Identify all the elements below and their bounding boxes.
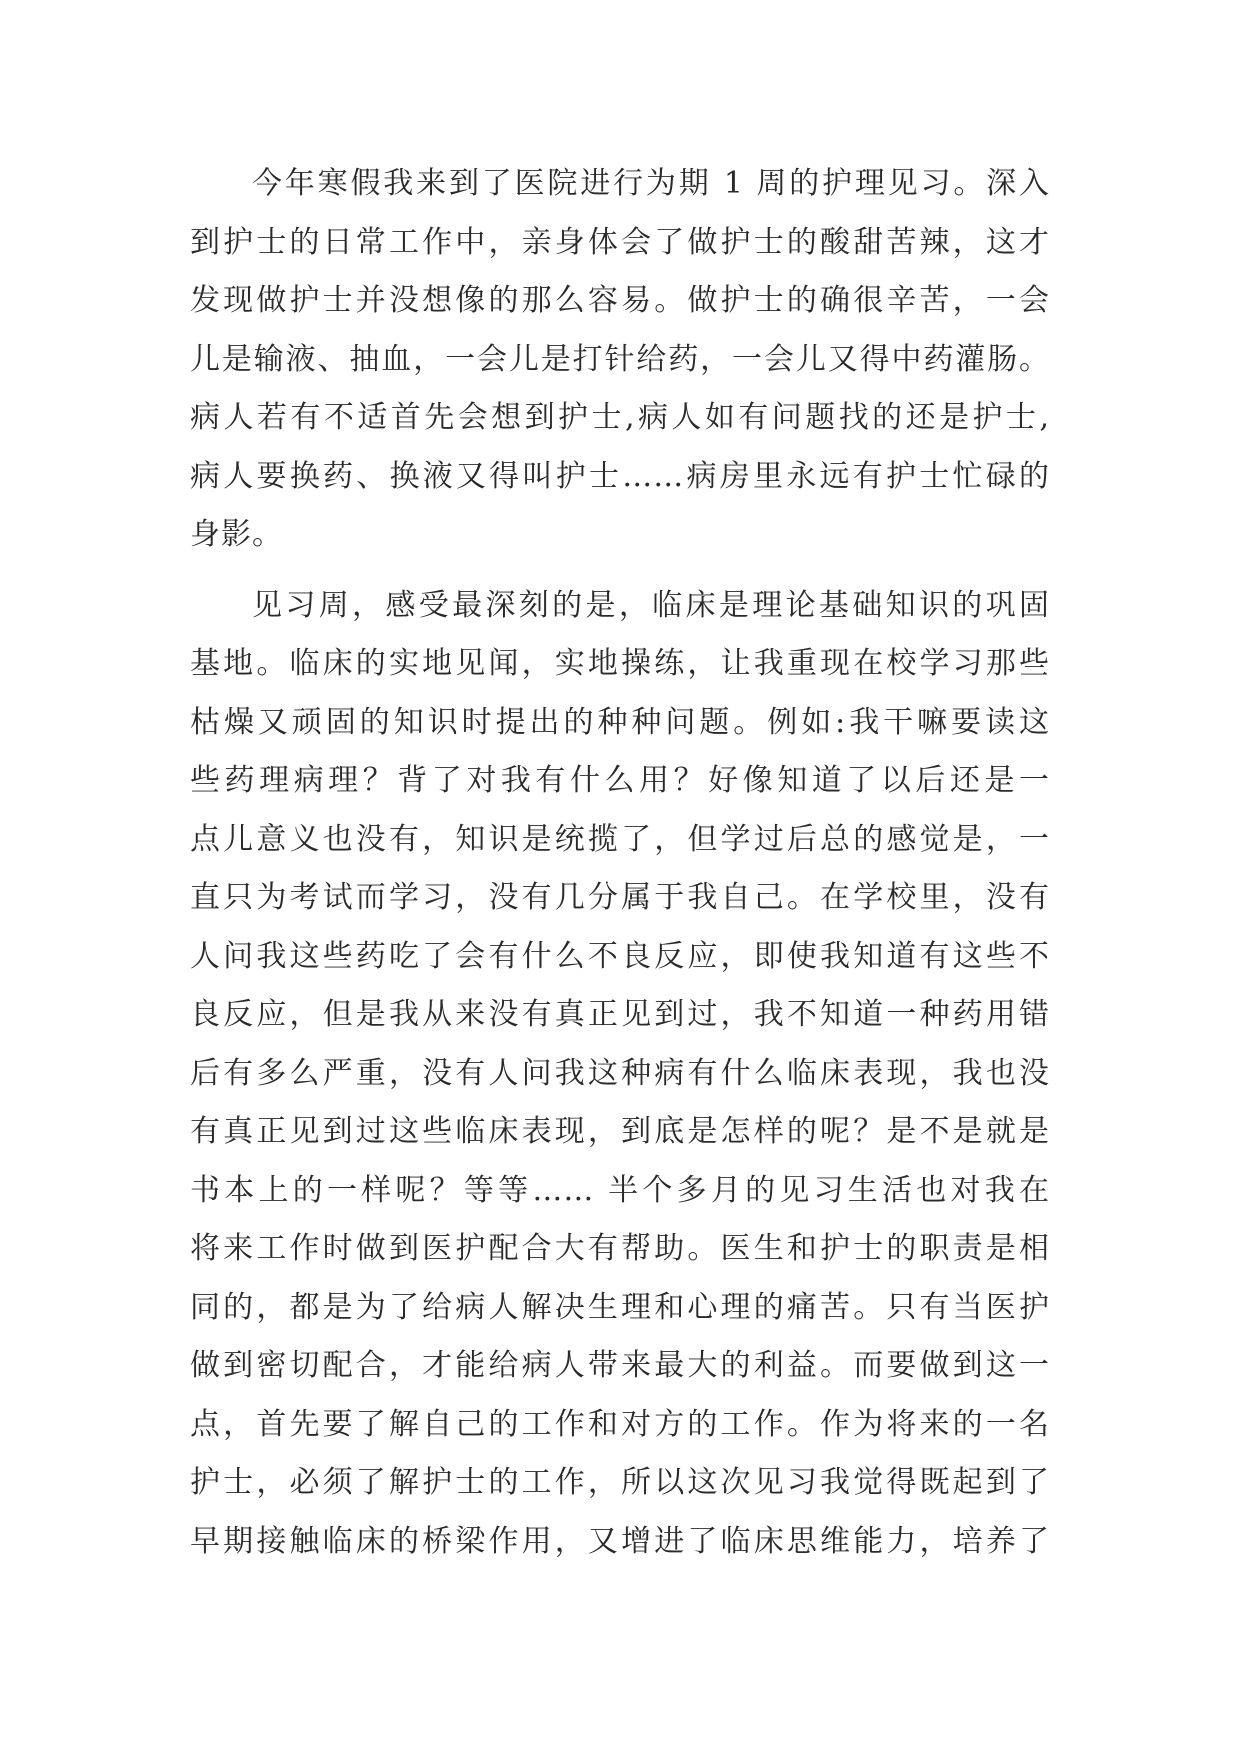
- text-line: 发现做护士并没想像的那么容易。做护士的确很辛苦，一会: [190, 283, 1050, 318]
- text-line: 人问我这些药吃了会有什么不良反应，即使我知道有这些不: [190, 938, 1050, 974]
- document-body: [190, 155, 1050, 1571]
- text-line: 同的，都是为了给病人解决生理和心理的痛苦。只有当医护: [190, 1289, 1050, 1325]
- text-line: 基地。临床的实地见闻，实地操练，让我重现在校学习那些: [190, 646, 1050, 681]
- text-line: 做到密切配合，才能给病人带来最大的利益。而要做到这一: [190, 1348, 1050, 1383]
- text-line: 护士，必须了解护士的工作，所以这次见习我觉得既起到了: [190, 1465, 1050, 1500]
- text-line: 些药理病理？背了对我有什么用？好像知道了以后还是一: [190, 763, 1050, 798]
- text-line: 枯燥又顽固的知识时提出的种种问题。例如:我干嘛要读这: [190, 704, 1050, 740]
- text-line: 良反应，但是我从来没有真正见到过，我不知道一种药用错: [190, 997, 1050, 1032]
- text-line: 病人要换药、换液又得叫护士……病房里永远有护士忙碌的: [190, 458, 1050, 494]
- text-line: 身影。: [190, 517, 283, 552]
- text-line: 点儿意义也没有，知识是统揽了，但学过后总的感觉是，一: [190, 821, 1050, 857]
- text-line: 有真正见到过这些临床表现，到底是怎样的呢？是不是就是: [190, 1114, 1050, 1149]
- paragraph-spacer: [190, 565, 1050, 577]
- text-line: 今年寒假我来到了医院进行为期 1 周的护理见习。深入: [252, 166, 1050, 201]
- text-line: 到护士的日常工作中，亲身体会了做护士的酸甜苦辣，这才: [190, 224, 1050, 260]
- text-line: 直只为考试而学习，没有几分属于我自己。在学校里，没有: [190, 880, 1050, 915]
- text-line: 儿是输液、抽血，一会儿是打针给药，一会儿又得中药灌肠。: [190, 341, 1050, 377]
- text-line: 书本上的一样呢？等等…… 半个多月的见习生活也对我在: [190, 1172, 1050, 1208]
- text-line: 病人若有不适首先会想到护士,病人如有问题找的还是护士,: [190, 400, 1050, 435]
- text-line: 早期接触临床的桥梁作用，又增进了临床思维能力，培养了: [190, 1523, 1050, 1559]
- text-line: 见习周，感受最深刻的是，临床是理论基础知识的巩固: [252, 587, 1050, 623]
- text-line: 将来工作时做到医护配合大有帮助。医生和护士的职责是相: [190, 1231, 1050, 1266]
- text-line: 点，首先要了解自己的工作和对方的工作。作为将来的一名: [190, 1406, 1050, 1442]
- paragraph-1: [190, 155, 1050, 565]
- paragraph-2: [190, 577, 1050, 1572]
- text-line: 后有多么严重，没有人问我这种病有什么临床表现，我也没: [190, 1055, 1050, 1091]
